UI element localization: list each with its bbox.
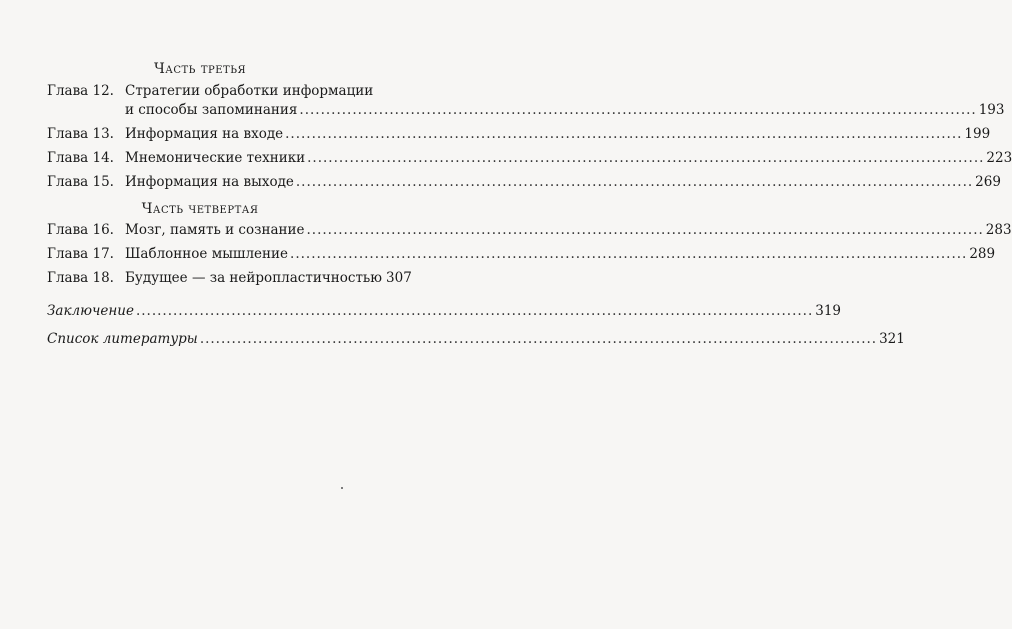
page-number: 283 (985, 222, 1012, 238)
toc-entry-chapter-17 (47, 245, 996, 264)
toc-entry-chapter-13 (47, 125, 991, 144)
chapter-label: Глава 13. (47, 126, 114, 142)
page-number: 307 (386, 270, 412, 286)
page-number: 289 (969, 246, 996, 262)
dot-leader (285, 125, 962, 144)
chapter-title-continued: и способы запоминания (125, 102, 298, 118)
chapter-title: Шаблонное мышление (125, 246, 289, 262)
page-number: 321 (879, 331, 905, 347)
chapter-label: Глава 15. (47, 174, 114, 190)
chapter-label: Глава 18. (47, 270, 114, 286)
conclusion-title: Заключение (47, 303, 134, 319)
toc-entry-bibliography (47, 330, 905, 349)
toc-entry-chapter-18 (47, 269, 412, 288)
dot-leader (290, 245, 967, 264)
page-number: 223 (986, 150, 1012, 166)
chapter-title: Стратегии обработки информации (125, 83, 374, 99)
bibliography-title: Список литературы (47, 331, 198, 347)
chapter-title: Информация на выходе (125, 174, 294, 190)
toc-entry-chapter-14 (47, 149, 1012, 168)
backmatter-list (47, 302, 905, 349)
chapter-title: Будущее — за нейропластичностью (125, 270, 383, 286)
dot-leader (296, 173, 973, 192)
chapter-title: Мозг, память и сознание (125, 222, 305, 238)
toc-entry-conclusion (47, 302, 842, 321)
toc-entry-chapter-15 (47, 173, 1001, 192)
dot-leader (136, 302, 813, 321)
part-three-list (47, 82, 1012, 192)
dot-leader (307, 149, 984, 168)
page-number: 269 (975, 174, 1001, 190)
toc-entry-chapter-12 (47, 82, 374, 101)
chapter-label: Глава 16. (47, 222, 114, 238)
chapter-label: Глава 17. (47, 246, 114, 262)
paper-speck (341, 487, 343, 489)
page-number: 193 (978, 102, 1005, 118)
chapter-label: Глава 14. (47, 150, 114, 166)
toc-entry-chapter-12-cont (47, 101, 1005, 120)
dot-leader (299, 101, 976, 120)
part-four-list (47, 221, 1012, 288)
dot-leader (307, 221, 984, 240)
part-four-heading: Часть четвертая (141, 201, 259, 217)
chapter-title: Информация на входе (125, 126, 284, 142)
page-number: 199 (964, 126, 991, 142)
part-three-heading: Часть третья (153, 61, 247, 77)
chapter-title: Мнемонические техники (125, 150, 306, 166)
page-number: 319 (815, 303, 842, 319)
toc-entry-chapter-16 (47, 221, 1012, 240)
chapter-label: Глава 12. (47, 83, 114, 99)
dot-leader (200, 330, 877, 349)
